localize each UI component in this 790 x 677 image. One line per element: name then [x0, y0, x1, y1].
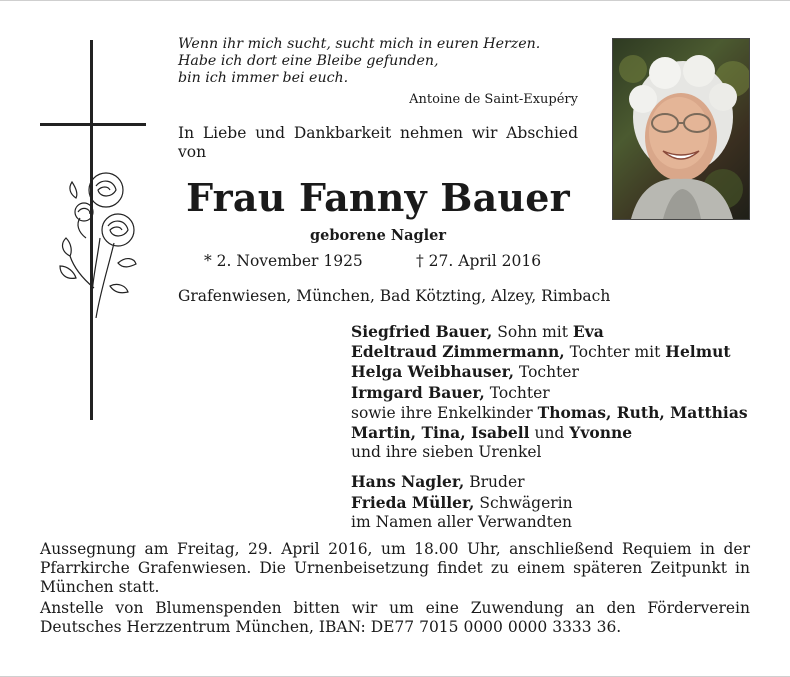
intro-text: In Liebe und Dankbarkeit nehmen wir Abschied von: [178, 124, 578, 161]
mourner-line: [351, 472, 771, 492]
grandchild-name: Ruth,: [611, 402, 665, 422]
mourner-relation: Sohn mit: [492, 323, 573, 341]
roses-icon: [56, 168, 142, 318]
portrait-illustration: [613, 39, 749, 219]
portrait-photo: [612, 38, 750, 220]
grandchildren-line: [351, 423, 771, 443]
mourner-relation: Tochter: [514, 363, 579, 382]
mourner-name: Edeltraud Zimmermann,: [351, 342, 565, 362]
grandchild-name: Yvonne: [569, 423, 633, 443]
mourner-name: Hans Nagler,: [351, 472, 465, 492]
top-border: [0, 0, 790, 1]
quote-line: bin ich immer bei euch.: [178, 70, 349, 86]
mourner-line: [351, 342, 771, 362]
quote-author: Antoine de Saint-Exupéry: [409, 92, 578, 107]
mourner-line: [351, 493, 771, 513]
donation-info: Anstelle von Blumenspenden bitten wir um eine Zuwendung an den Förderverein Deutsches Herzzentrum München, IBAN: DE77 7015 0000 0000 3333 36.: [40, 599, 750, 636]
mourner-relation: Tochter: [484, 383, 550, 402]
places: Grafenwiesen, München, Bad Kötzting, Alzey, Rimbach: [178, 287, 611, 305]
grandchild-name: Thomas,: [537, 402, 612, 422]
grandchild-name: Isabell: [465, 423, 530, 443]
mourner-name: Helga Weibhauser,: [351, 362, 515, 382]
birth-name: geborene Nagler: [309, 227, 446, 244]
mourner-name: Irmgard Bauer,: [351, 382, 485, 402]
mourner-partner: Helmut: [665, 342, 731, 362]
conjunction: und: [529, 424, 570, 443]
mourners-list: [351, 322, 771, 532]
mourner-relation: Bruder: [464, 473, 525, 492]
relatives-line: im Namen aller Verwandten: [351, 512, 572, 531]
grandchildren-line: [351, 403, 771, 423]
mourner-name: Siegfried Bauer,: [351, 322, 493, 341]
quote: [178, 36, 578, 87]
mourner-partner: Eva: [572, 322, 604, 341]
cross-bar: [40, 123, 146, 126]
grandchildren-text: sowie ihre Enkelkinder: [351, 403, 538, 422]
mourner-name: Frieda Müller,: [351, 492, 475, 512]
grandchild-name: Tina,: [416, 423, 466, 443]
quote-line: Wenn ihr mich sucht, sucht mich in euren Herzen.: [178, 36, 541, 52]
mourner-relation: Schwägerin: [474, 493, 573, 512]
grandchild-name: Martin,: [351, 423, 417, 443]
mourner-line: [351, 383, 771, 403]
funeral-notice: [40, 540, 750, 639]
grandchild-name: Matthias: [664, 402, 748, 422]
birth-date: * 2. November 1925: [204, 252, 363, 270]
mourner-line: [351, 322, 771, 342]
quote-line: Habe ich dort eine Bleibe gefunden,: [178, 53, 439, 69]
mourner-line: [351, 362, 771, 382]
deceased-name: Frau Fanny Bauer: [186, 175, 570, 220]
mourner-relation: Tochter mit: [564, 343, 666, 362]
great-grandchildren-line: und ihre sieben Urenkel: [351, 443, 542, 462]
death-date: † 27. April 2016: [416, 252, 542, 270]
service-info: Aussegnung am Freitag, 29. April 2016, um 18.00 Uhr, anschließend Requiem in der Pfarrkirche Grafenwiesen. Die Urnenbeisetzung findet zu einem späteren Zeitpunkt in München statt.: [40, 540, 750, 596]
